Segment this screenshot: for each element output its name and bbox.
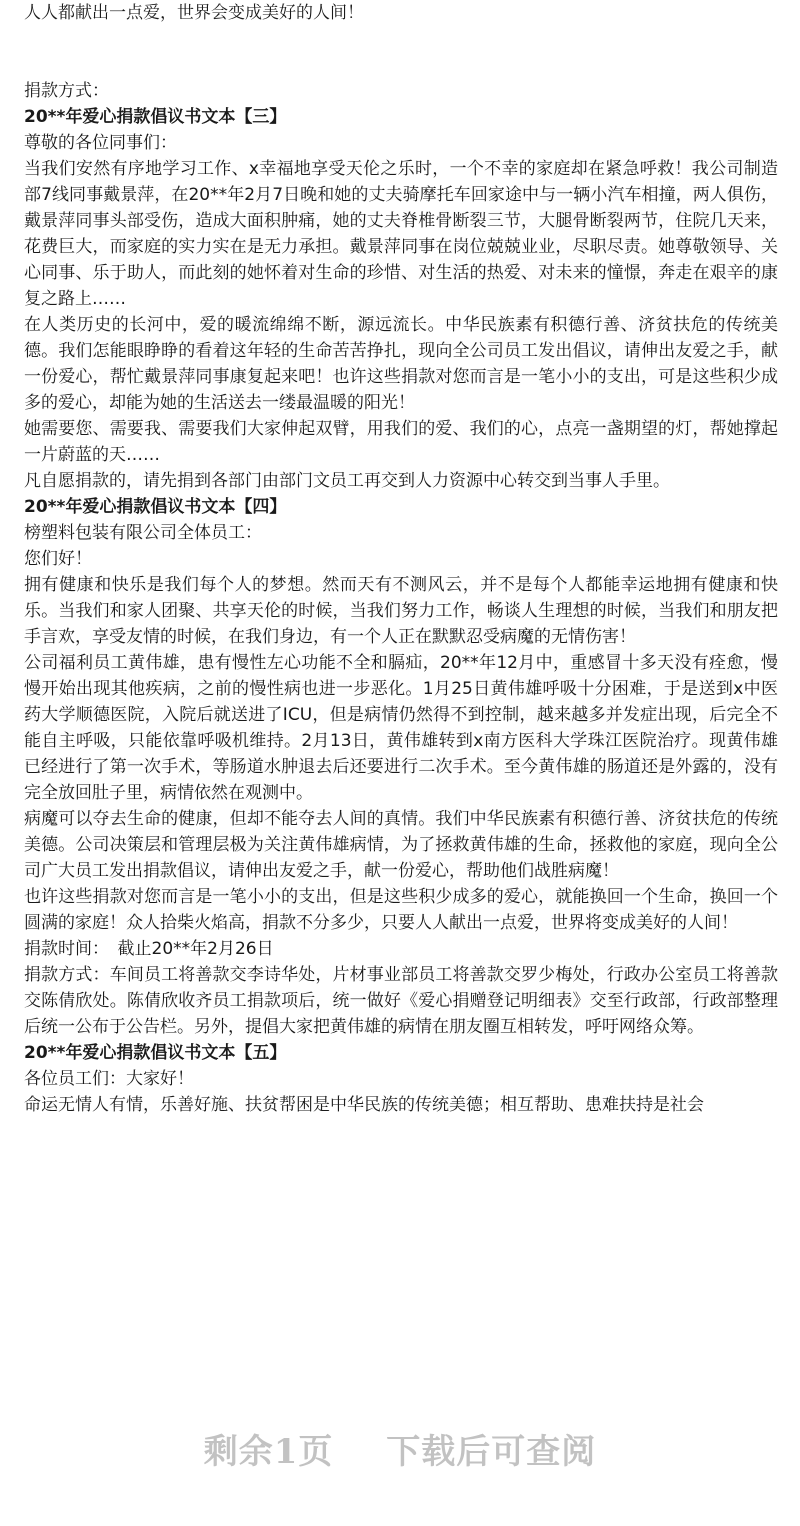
donation-method-label: 捐款方式：: [24, 81, 109, 101]
donation-method: 捐款方式：车间员工将善款交李诗华处，片材事业部员工将善款交罗少梅处，行政办公室员工将善款交陈倩欣处。陈倩欣收齐员工捐款项后，统一做好《爱心捐赠登记明细表》交至行政部，行政部整理后统一公布于公告栏。另外，提倡大家把黄伟雄的病情在朋友圈互相转发，呼吁网络众筹。: [24, 965, 778, 1037]
section-3-paragraph: 她需要您、需要我、需要我们大家伸起双臂，用我们的爱、我们的心，点亮一盏期望的灯，帮她撑起一片蔚蓝的天……: [24, 419, 778, 465]
section-3-paragraph: 在人类历史的长河中，爱的暖流绵绵不断，源远流长。中华民族素有积德行善、济贫扶危的传统美德。我们怎能眼睁睁的看着这年轻的生命苦苦挣扎，现向全公司员工发出倡议，请伸出友爱之手，献一份爱心，帮忙戴景萍同事康复起来吧！也许这些捐款对您而言是一笔小小的支出，可是这些积少成多的爱心，却能为她的生活送去一缕最温暖的阳光！: [24, 315, 778, 413]
section-4-paragraph: 公司福利员工黄伟雄，患有慢性左心功能不全和膈疝，20**年12月中，重感冒十多天没有痊愈，慢慢开始出现其他疾病，之前的慢性病也进一步恶化。1月25日黄伟雄呼吸十分困难，于是送到x中医药大学顺德医院，入院后就送进了ICU，但是病情仍然得不到控制，越来越多并发症出现，后完全不能自主呼吸，只能依靠呼吸机维持。2月13日，黄伟雄转到x南方医科大学珠江医院治疗。现黄伟雄已经进行了第一次手术，等肠道水肿退去后还要进行二次手术。至今黄伟雄的肠道还是外露的，没有完全放回肚子里，病情依然在观测中。: [24, 653, 778, 803]
section-4-paragraph: 也许这些捐款对您而言是一笔小小的支出，但是这些积少成多的爱心，就能换回一个生命，换回一个圆满的家庭！众人拾柴火焰高，捐款不分多少，只要人人献出一点爱，世界将变成美好的人间！: [24, 887, 778, 933]
section-5-title: 20**年爱心捐款倡议书文本【五】: [24, 1043, 287, 1063]
section-4-paragraph: 病魔可以夺去生命的健康，但却不能夺去人间的真情。我们中华民族素有积德行善、济贫扶危的传统美德。公司决策层和管理层极为关注黄伟雄病情，为了拯救黄伟雄的生命，拯救他的家庭，现向全公司广大员工发出捐款倡议，请伸出友爱之手，献一份爱心，帮助他们战胜病魔！: [24, 809, 778, 881]
section-4-title: 20**年爱心捐款倡议书文本【四】: [24, 497, 287, 517]
section-4-greeting: 您们好！: [24, 549, 92, 569]
section-4-salutation: 榜塑料包装有限公司全体员工：: [24, 523, 262, 543]
section-5-paragraph: 命运无情人有情，乐善好施、扶贫帮困是中华民族的传统美德；相互帮助、患难扶持是社会: [24, 1095, 704, 1115]
section-3-paragraph: 当我们安然有序地学习工作、x幸福地享受天伦之乐时，一个不幸的家庭却在紧急呼救！我公司制造部7线同事戴景萍，在20**年2月7日晚和她的丈夫骑摩托车回家途中与一辆小汽车相撞，两人俱伤，戴景萍同事头部受伤，造成大面积肿痛，她的丈夫脊椎骨断裂三节，大腿骨断裂两节，住院几天来，花费巨大，而家庭的实力实在是无力承担。戴景萍同事在岗位兢兢业业，尽职尽责。她尊敬领导、关心同事、乐于助人，而此刻的她怀着对生命的珍惜、对生活的热爱、对未来的憧憬，奔走在艰辛的康复之路上……: [24, 159, 778, 309]
section-3-salutation: 尊敬的各位同事们：: [24, 133, 177, 153]
section-3-title: 20**年爱心捐款倡议书文本【三】: [24, 107, 287, 127]
section-3-paragraph: 凡自愿捐款的，请先捐到各部门由部门文员工再交到人力资源中心转交到当事人手里。: [24, 471, 670, 491]
previous-paragraph-last-line: 人人都献出一点爱，世界会变成美好的人间！: [24, 3, 364, 23]
download-to-view-label: 下载后可查阅: [386, 1432, 597, 1472]
section-4-paragraph: 拥有健康和快乐是我们每个人的梦想。然而天有不测风云，并不是每个人都能幸运地拥有健康和快乐。当我们和家人团聚、共享天伦的时候，当我们努力工作，畅谈人生理想的时候，当我们和朋友把手言欢，享受友情的时候，在我们身边，有一个人正在默默忍受病魔的无情伤害！: [24, 575, 778, 647]
remaining-pages-label: 剩余1页: [203, 1432, 334, 1472]
section-5-salutation: 各位员工们：大家好！: [24, 1069, 194, 1089]
donation-time: 捐款时间： 截止20**年2月26日: [24, 939, 274, 959]
download-prompt[interactable]: [0, 1424, 800, 1473]
